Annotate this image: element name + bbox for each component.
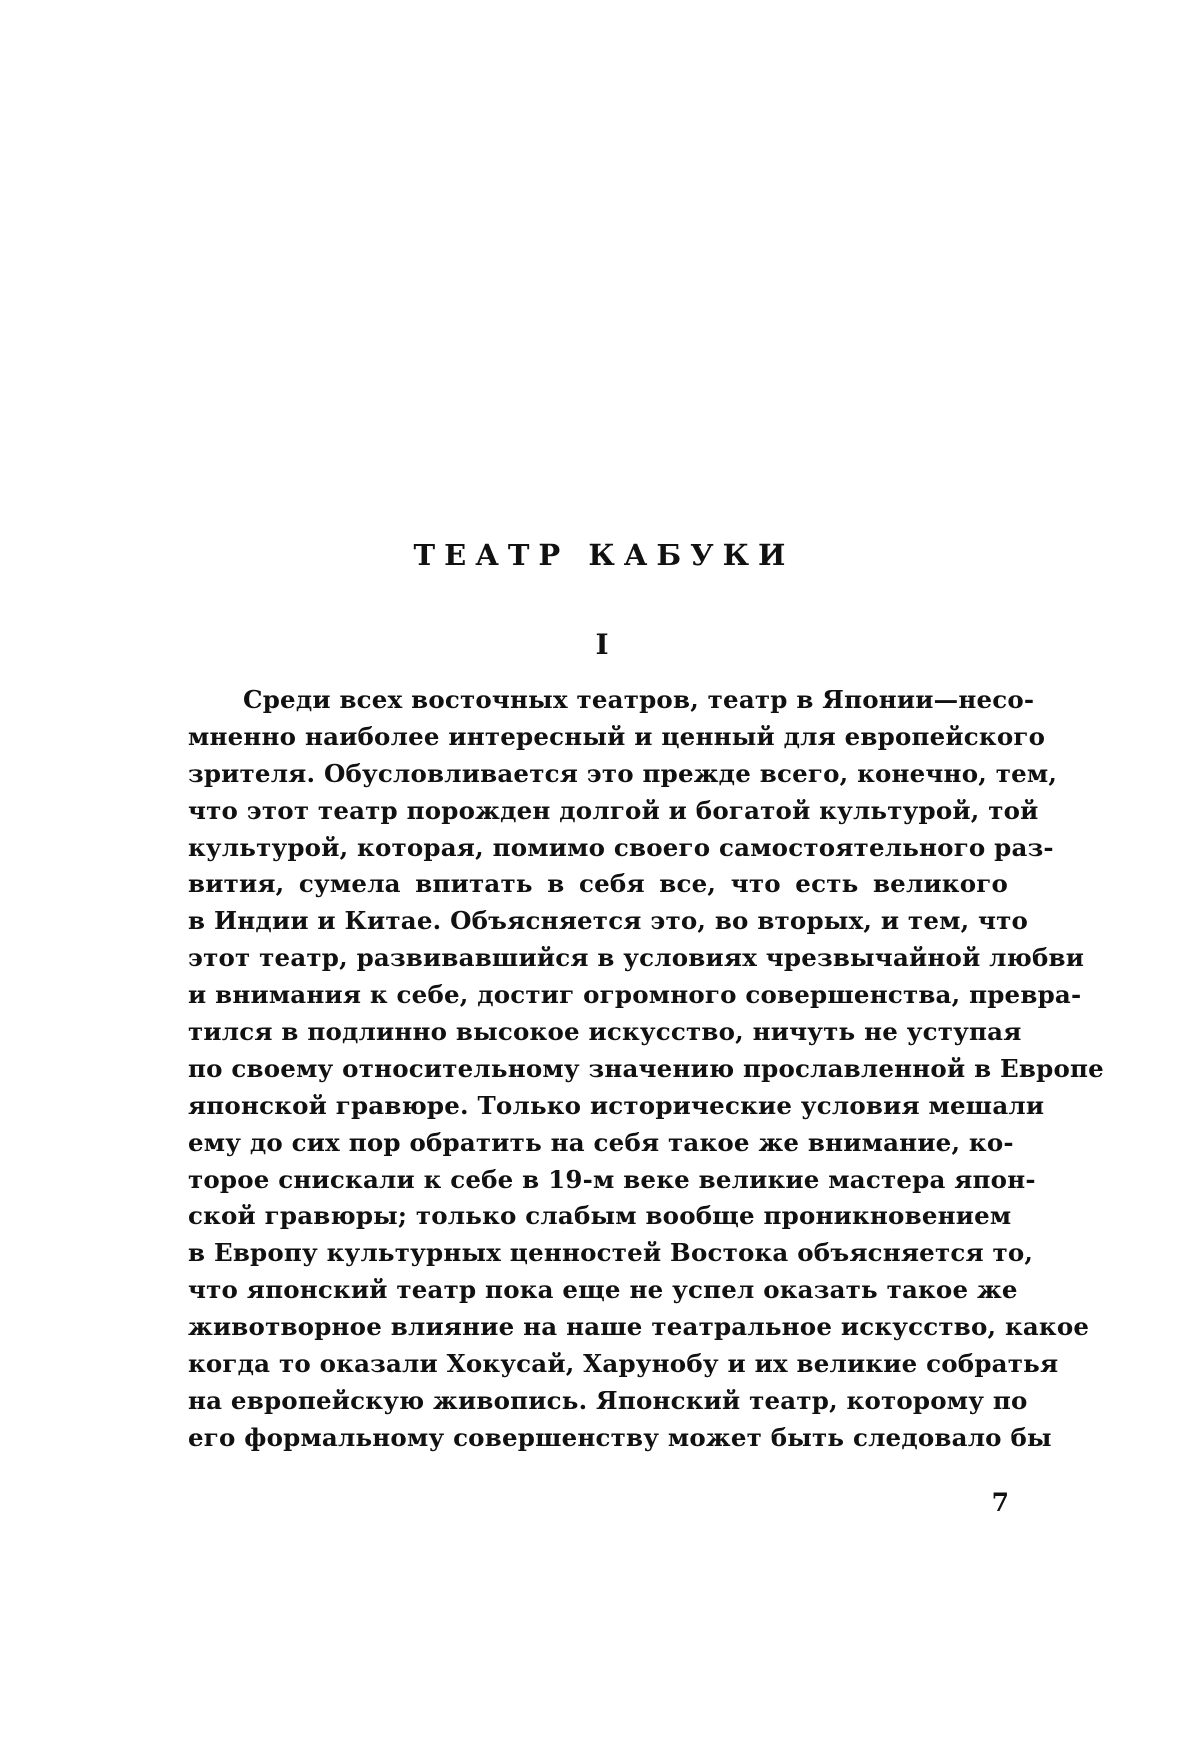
text-line: в Европу культурных ценностей Востока объясняется то, [188,1238,1034,1268]
text-line: зрителя. Обусловливается это прежде всего, конечно, тем, [188,758,1058,788]
page-number: 7 [991,1488,1009,1517]
text-line: тился в подлинно высокое искусство, ничуть не уступая [188,1017,1022,1047]
text-line: ской гравюры; только слабым вообще проникновением [188,1201,1012,1231]
text-line: торое снискали к себе в 19-м веке великие мастера япон- [188,1164,1036,1194]
text-line: вития, сумела впитать в себя все, что есть великого [188,869,1008,899]
text-line: животворное влияние на наше театральное искусство, какое [188,1312,1090,1342]
body-text [188,682,1104,1457]
chapter-title: ТЕАТР КАБУКИ [413,538,795,572]
text-line: японской гравюре. Только исторические условия мешали [188,1090,1045,1120]
text-line: культурой, которая, помимо своего самостоятельного раз- [188,832,1054,862]
text-line: ему до сих пор обратить на себя такое же внимание, ко- [188,1127,1014,1157]
text-line: Среди всех восточных театров, театр в Японии—несо- [243,685,1035,714]
text-line: что этот театр порожден долгой и богатой культурой, той [188,795,1039,825]
text-line: его формальному совершенству может быть следовало бы [188,1422,1052,1452]
text-line: в Индии и Китае. Объясняется это, во вторых, и тем, что [188,906,1029,936]
text-line: что японский театр пока еще не успел оказать такое же [188,1275,1018,1305]
text-line: этот театр, развивавшийся в условиях чрезвычайной любви [188,943,1085,973]
text-line: по своему относительному значению прославленной в Европе [188,1053,1104,1083]
text-line: когда то оказали Хокусай, Харунобу и их великие собратья [188,1349,1059,1379]
text-line: мненно наиболее интересный и ценный для европейского [188,721,1046,751]
section-number: I [595,628,609,661]
text-line: и внимания к себе, достиг огромного совершенства, превра- [188,980,1082,1010]
text-line: на европейскую живопись. Японский театр, которому по [188,1385,1028,1415]
